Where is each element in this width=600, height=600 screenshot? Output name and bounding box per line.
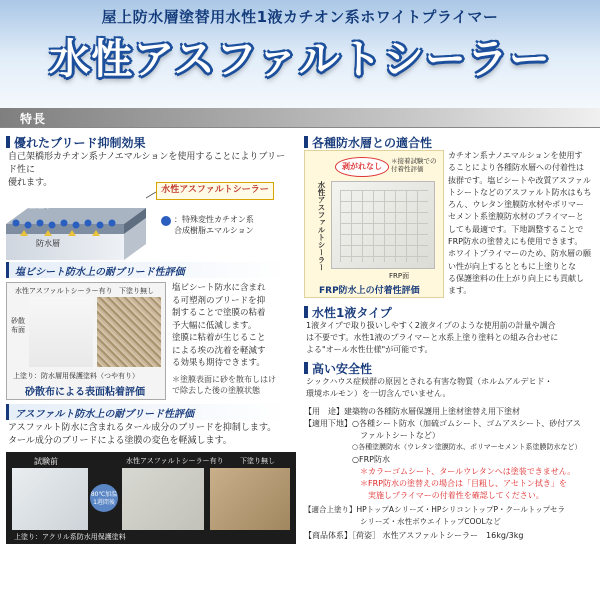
product-title: 水性アスファルトシーラー [49,35,551,83]
pvc-topcoat-note: 上塗り：防水層用保護塗料（つや有り） [13,372,139,380]
frp-label: FRP面 [389,272,410,280]
spec-base-label: 【適用下地】 [304,419,352,428]
asphalt-photo-without [210,468,290,530]
onepack-text: 1液タイプで取り扱いしやすく2液タイプのような使用前の計量や調合 は不要です。水性1液のプライマーと水系上塗り塗料との組み合わせに よる"オール水性仕様"が可能です。 [306,321,559,354]
heat-arrow: 80℃加温 1週間後 [90,484,118,512]
asphalt-label-before: 試験前 [34,457,58,466]
sealer-callout: 水性アスファルトシーラー [156,182,274,200]
compat-heading: 各種防水層との適合性 [304,134,432,151]
spec-note2: ＊FRP防水の塗替えの場合は「目粗し、アセトン拭き」を [360,479,567,488]
spec-base1: ○各種シート防水（加硫ゴムシート、ゴムアスシート、砂付アス [352,419,581,428]
frp-photo [331,181,435,269]
spec-top: HPトップAシリーズ・HPシリコントップP・クールトップセラ [356,505,566,514]
topcoat-label: 上塗り [28,201,52,210]
pvc-heading: 塩ビシート防水上の耐ブリード性評価 [15,267,185,278]
bleed-text: 自己架橋形カチオン系ナノエマルションを使用することによりブリード性に 優れます。 [8,152,285,188]
waterproof-layer [6,234,124,260]
crosshatch-grid [340,190,428,262]
header-subtitle: 屋上防水層塗替用水性1液カチオン系ホワイトプライマー [101,8,499,26]
features-bar [0,108,600,128]
header-banner [0,0,600,108]
spec-use-label: 【用 途】 [304,407,344,416]
spec-note1: ＊カラーゴムシート、タールウレタンへは塗装できません。 [360,467,576,476]
spec-product: ［荷姿］ 水性アスファルトシーラー 16kg/3kg [352,531,524,540]
asphalt-heading-bar [6,404,286,420]
spec-top-b: シリーズ・水性ボウエイトップCOOLなど [360,517,501,526]
particle-legend: ：特殊変性カチオン系 合成樹脂エマルション [174,215,254,235]
pvc-footnote: ＊塗膜表面に砂を散布しはけ で除去した後の塗膜状態 [172,375,276,395]
bleed-diagram [6,178,296,260]
features-label: 特長 [20,112,47,126]
spec-product-row [304,530,523,542]
asphalt-text: アスファルト防水に含まれるタール成分のブリードを抑制します。 タール成分のブリードによる塗膜の変色を軽減します。 [8,423,277,446]
bleed-heading: 優れたブリード抑制効果 [6,134,146,151]
spec-top-label: 【適合上塗り】 [304,505,357,514]
asphalt-heading: アスファルト防水上の耐ブリード性評価 [15,409,194,420]
asphalt-label-with: 水性アスファルトシーラー有り [126,457,224,465]
safety-text: シックハウス症候群の原因とされる有害な物質（ホルムアルデヒド・ 環境ホルモン）を一切含んでいません。 [306,377,553,398]
compat-text: カチオン系ナノエマルションを使用す ることにより各種防水層への付着性は 抜群です。塩ビシートや改質アスファル トシートなどのアスファルト防水はもち ろん、ウレタン塗膜防水材やポリマー セメント系塗膜防水材のプライマーと しても最適です。下地調整することで FRP防水の塗替えにも使用できます。 ホワイトプライマーのため、防水層の願 い性が向上するとともに上塗りとな る保護塗料の仕上がり向上にも貢献し ます。 [448,151,592,296]
pvc-photo-panel [6,282,166,400]
pvc-desc: 塩ビシート防水に含まれ る可塑剤のブリードを抑 制することで塗膜の粘着 予大幅に低減します。 塗膜に粘着が生じること による埃の沈着を軽減す る効果も期待できます。 [172,283,266,368]
compat-vertical-label: 水性アスファルトシーラー [317,181,326,271]
spec-use-row [304,406,520,418]
spec-note2b: 実施しプライマーの付着性を確認してください。 [360,491,544,500]
pvc-label-with: 水性アスファルトシーラー有り [15,287,113,295]
pvc-label-without: 下塗り無し [119,287,154,295]
peel-note: ＊接着試験での 付着性評価 [391,157,437,173]
pvc-photo-without [97,297,161,367]
asphalt-photo-panel [6,452,296,544]
pvc-heading-bar [6,262,286,278]
safety-heading: 高い安全性 [304,360,372,377]
asphalt-photo-before [12,468,88,530]
spec-base1b: ファルトシートなど） [352,431,440,440]
asphalt-topcoat-note: 上塗り：アクリル系防水用保護塗料 [14,533,126,541]
spec-base3: ○FRP防水 [352,455,390,464]
pvc-photo-with [29,297,93,367]
waterproof-label: 防水層 [36,239,60,248]
asphalt-photo-with [122,468,204,530]
particle-legend-dot [161,216,171,226]
asphalt-label-without: 下塗り無し [240,457,275,465]
peel-bubble: 剥がれなし [335,157,389,177]
spec-top-row [304,504,565,516]
compat-result: FRP防水上の付着性評価 [319,286,420,296]
pvc-result: 砂散布による表面粘着評価 [25,387,145,398]
spec-product-label: 【商品体系】 [304,531,352,540]
spec-base2: ○各種塗膜防水（ウレタン塗膜防水、ポリマーセメント系塗膜防水など） [352,443,582,451]
compat-photo-panel [304,150,444,298]
spec-table [304,406,598,556]
onepack-heading: 水性1液タイプ [304,304,392,321]
pvc-side-label: 砂散布面 [11,317,25,334]
spec-use: 建築物の各種防水層保護用上塗材塗替え用下塗材 [344,407,520,416]
